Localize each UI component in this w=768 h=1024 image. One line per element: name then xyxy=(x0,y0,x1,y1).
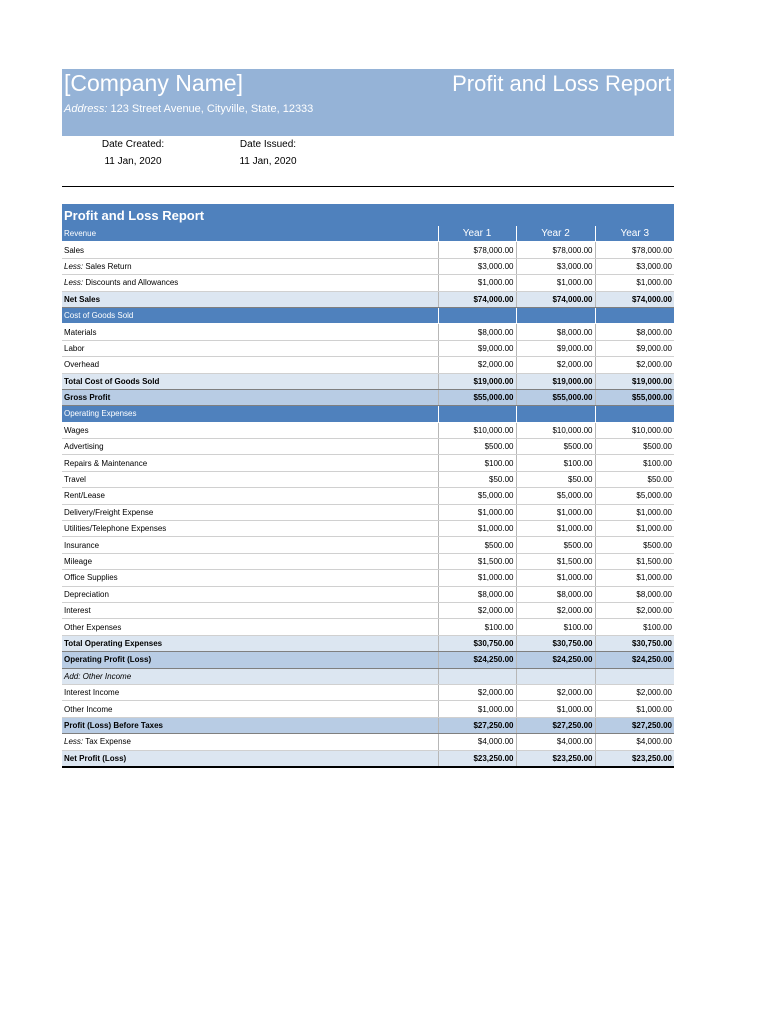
row-value: $8,000.00 xyxy=(595,586,674,602)
row-label-prefix: Less: xyxy=(64,737,84,747)
row-label: Total Operating Expenses xyxy=(62,635,438,651)
row-value: $3,000.00 xyxy=(595,258,674,274)
row-value: $19,000.00 xyxy=(516,373,595,389)
address-value: 123 Street Avenue, Cityville, State, 12333 xyxy=(107,103,314,115)
row-value: $9,000.00 xyxy=(516,340,595,356)
table-row xyxy=(62,242,674,258)
table-row xyxy=(62,389,674,405)
profit-loss-table xyxy=(62,204,674,768)
row-value: $74,000.00 xyxy=(595,291,674,307)
table-row xyxy=(62,619,674,635)
row-value: $8,000.00 xyxy=(516,586,595,602)
row-value: $500.00 xyxy=(516,537,595,553)
row-label: Materials xyxy=(62,324,438,340)
row-value: $1,000.00 xyxy=(516,275,595,291)
row-value: $50.00 xyxy=(516,471,595,487)
row-value: $100.00 xyxy=(595,455,674,471)
row-label: Other Expenses xyxy=(62,619,438,635)
row-value xyxy=(438,406,516,422)
row-value: $1,000.00 xyxy=(516,521,595,537)
table-row xyxy=(62,635,674,651)
row-value: $500.00 xyxy=(595,439,674,455)
row-value: $1,000.00 xyxy=(438,521,516,537)
row-value: $1,000.00 xyxy=(438,504,516,520)
row-value: $9,000.00 xyxy=(438,340,516,356)
table-title: Profit and Loss Report xyxy=(62,204,674,226)
column-header-year: Year 1 xyxy=(438,226,516,242)
row-value xyxy=(516,406,595,422)
row-value: $500.00 xyxy=(438,439,516,455)
row-value: $500.00 xyxy=(516,439,595,455)
row-value: $19,000.00 xyxy=(595,373,674,389)
row-value: $500.00 xyxy=(595,537,674,553)
table-row xyxy=(62,340,674,356)
row-label: Labor xyxy=(62,340,438,356)
row-value: $78,000.00 xyxy=(516,242,595,258)
row-value: $100.00 xyxy=(595,619,674,635)
row-value: $23,250.00 xyxy=(516,750,595,767)
row-label xyxy=(62,275,438,291)
row-label: Insurance xyxy=(62,537,438,553)
table-row xyxy=(62,307,674,323)
row-value: $100.00 xyxy=(516,455,595,471)
row-value: $1,000.00 xyxy=(595,701,674,717)
row-value: $100.00 xyxy=(438,619,516,635)
row-value: $2,000.00 xyxy=(516,602,595,618)
address-label: Address: xyxy=(64,103,108,115)
row-value: $1,000.00 xyxy=(595,275,674,291)
table-row xyxy=(62,553,674,569)
company-name: [Company Name] xyxy=(64,70,243,96)
row-label-prefix: Less: xyxy=(64,261,84,271)
table-row xyxy=(62,455,674,471)
row-value: $1,000.00 xyxy=(595,521,674,537)
table-title-row xyxy=(62,204,674,226)
table-row xyxy=(62,750,674,767)
date-created xyxy=(73,139,193,167)
row-label: Rent/Lease xyxy=(62,488,438,504)
row-value: $2,000.00 xyxy=(438,602,516,618)
row-value: $2,000.00 xyxy=(516,684,595,700)
row-label: Repairs & Maintenance xyxy=(62,455,438,471)
row-label: Mileage xyxy=(62,553,438,569)
table-row xyxy=(62,668,674,684)
row-value: $2,000.00 xyxy=(595,357,674,373)
table-row xyxy=(62,291,674,307)
row-value: $100.00 xyxy=(438,455,516,471)
row-value: $2,000.00 xyxy=(595,602,674,618)
row-value xyxy=(438,307,516,323)
profit-loss-table-body xyxy=(62,204,674,767)
table-row xyxy=(62,602,674,618)
table-row xyxy=(62,521,674,537)
table-row xyxy=(62,734,674,750)
row-value: $30,750.00 xyxy=(516,635,595,651)
table-row xyxy=(62,652,674,668)
row-value: $19,000.00 xyxy=(438,373,516,389)
row-label: Office Supplies xyxy=(62,570,438,586)
table-row xyxy=(62,439,674,455)
row-value: $1,000.00 xyxy=(516,570,595,586)
row-value: $74,000.00 xyxy=(516,291,595,307)
row-value: $5,000.00 xyxy=(516,488,595,504)
row-value xyxy=(516,307,595,323)
table-row xyxy=(62,422,674,438)
table-row xyxy=(62,586,674,602)
row-label-text: Sales Return xyxy=(83,261,132,271)
row-value: $24,250.00 xyxy=(438,652,516,668)
row-label: Advertising xyxy=(62,439,438,455)
row-value: $27,250.00 xyxy=(438,717,516,733)
row-value: $5,000.00 xyxy=(595,488,674,504)
table-row xyxy=(62,324,674,340)
table-row xyxy=(62,488,674,504)
table-row xyxy=(62,275,674,291)
row-value: $1,500.00 xyxy=(438,553,516,569)
row-value: $30,750.00 xyxy=(438,635,516,651)
row-value xyxy=(595,406,674,422)
table-row xyxy=(62,684,674,700)
row-value: $8,000.00 xyxy=(438,324,516,340)
row-value: $8,000.00 xyxy=(516,324,595,340)
row-value: $8,000.00 xyxy=(595,324,674,340)
table-row xyxy=(62,701,674,717)
row-value: $50.00 xyxy=(595,471,674,487)
row-label: Total Cost of Goods Sold xyxy=(62,373,438,389)
row-label: Overhead xyxy=(62,357,438,373)
column-header-year: Year 2 xyxy=(516,226,595,242)
row-value: $4,000.00 xyxy=(438,734,516,750)
row-label: Gross Profit xyxy=(62,389,438,405)
table-row xyxy=(62,258,674,274)
row-value: $3,000.00 xyxy=(438,258,516,274)
date-issued-label: Date Issued: xyxy=(239,139,297,150)
row-value: $1,000.00 xyxy=(516,701,595,717)
date-created-value: 11 Jan, 2020 xyxy=(104,156,162,167)
table-row xyxy=(62,226,674,242)
row-value: $55,000.00 xyxy=(438,389,516,405)
row-value: $100.00 xyxy=(516,619,595,635)
row-label: Net Sales xyxy=(62,291,438,307)
row-value: $74,000.00 xyxy=(438,291,516,307)
table-row xyxy=(62,717,674,733)
row-value: $10,000.00 xyxy=(595,422,674,438)
row-value: $2,000.00 xyxy=(438,357,516,373)
table-row xyxy=(62,357,674,373)
row-value: $55,000.00 xyxy=(595,389,674,405)
row-label: Interest xyxy=(62,602,438,618)
row-label: Utilities/Telephone Expenses xyxy=(62,521,438,537)
row-value: $1,000.00 xyxy=(595,570,674,586)
row-value: $30,750.00 xyxy=(595,635,674,651)
row-label: Wages xyxy=(62,422,438,438)
row-label: Operating Expenses xyxy=(62,406,438,422)
row-value xyxy=(438,668,516,684)
date-issued-value: 11 Jan, 2020 xyxy=(239,156,297,167)
row-value: $23,250.00 xyxy=(595,750,674,767)
row-value: $4,000.00 xyxy=(516,734,595,750)
row-value: $24,250.00 xyxy=(516,652,595,668)
row-value: $50.00 xyxy=(438,471,516,487)
row-value: $8,000.00 xyxy=(438,586,516,602)
row-value: $1,500.00 xyxy=(595,553,674,569)
row-value: $1,000.00 xyxy=(438,701,516,717)
row-label-text: Tax Expense xyxy=(83,737,132,747)
row-value xyxy=(516,668,595,684)
row-value: $3,000.00 xyxy=(516,258,595,274)
header-divider xyxy=(62,186,674,187)
row-label-text: Discounts and Allowances xyxy=(83,278,179,288)
row-value: $5,000.00 xyxy=(438,488,516,504)
row-value: $2,000.00 xyxy=(438,684,516,700)
row-label: Net Profit (Loss) xyxy=(62,750,438,767)
row-value: $1,500.00 xyxy=(516,553,595,569)
row-label-prefix: Less: xyxy=(64,278,84,288)
row-value: $27,250.00 xyxy=(516,717,595,733)
table-row xyxy=(62,504,674,520)
row-value: $24,250.00 xyxy=(595,652,674,668)
column-header-year: Year 3 xyxy=(595,226,674,242)
table-row xyxy=(62,537,674,553)
row-value: $9,000.00 xyxy=(595,340,674,356)
report-header-band xyxy=(62,69,674,136)
row-value: $2,000.00 xyxy=(595,684,674,700)
row-value: $10,000.00 xyxy=(438,422,516,438)
table-row xyxy=(62,570,674,586)
row-label: Revenue xyxy=(62,226,438,242)
row-value: $78,000.00 xyxy=(438,242,516,258)
row-value: $1,000.00 xyxy=(438,570,516,586)
row-value: $27,250.00 xyxy=(595,717,674,733)
row-label: Cost of Goods Sold xyxy=(62,307,438,323)
row-label: Delivery/Freight Expense xyxy=(62,504,438,520)
row-label: Profit (Loss) Before Taxes xyxy=(62,717,438,733)
row-label: Operating Profit (Loss) xyxy=(62,652,438,668)
row-value: $78,000.00 xyxy=(595,242,674,258)
row-value: $2,000.00 xyxy=(516,357,595,373)
table-row xyxy=(62,373,674,389)
date-created-label: Date Created: xyxy=(101,139,165,150)
row-value xyxy=(595,307,674,323)
row-value: $4,000.00 xyxy=(595,734,674,750)
row-value: $10,000.00 xyxy=(516,422,595,438)
row-value: $1,000.00 xyxy=(595,504,674,520)
row-label: Add: Other Income xyxy=(62,668,438,684)
row-value xyxy=(595,668,674,684)
row-label: Other Income xyxy=(62,701,438,717)
report-title: Profit and Loss Report xyxy=(452,71,671,96)
row-label: Travel xyxy=(62,471,438,487)
row-value: $1,000.00 xyxy=(438,275,516,291)
row-value: $55,000.00 xyxy=(516,389,595,405)
row-value: $500.00 xyxy=(438,537,516,553)
company-address xyxy=(64,103,313,115)
row-value: $23,250.00 xyxy=(438,750,516,767)
table-row xyxy=(62,471,674,487)
row-label xyxy=(62,734,438,750)
row-label: Depreciation xyxy=(62,586,438,602)
row-label: Interest Income xyxy=(62,684,438,700)
row-label xyxy=(62,258,438,274)
date-issued xyxy=(208,139,328,167)
table-row xyxy=(62,406,674,422)
row-value: $1,000.00 xyxy=(516,504,595,520)
row-label: Sales xyxy=(62,242,438,258)
